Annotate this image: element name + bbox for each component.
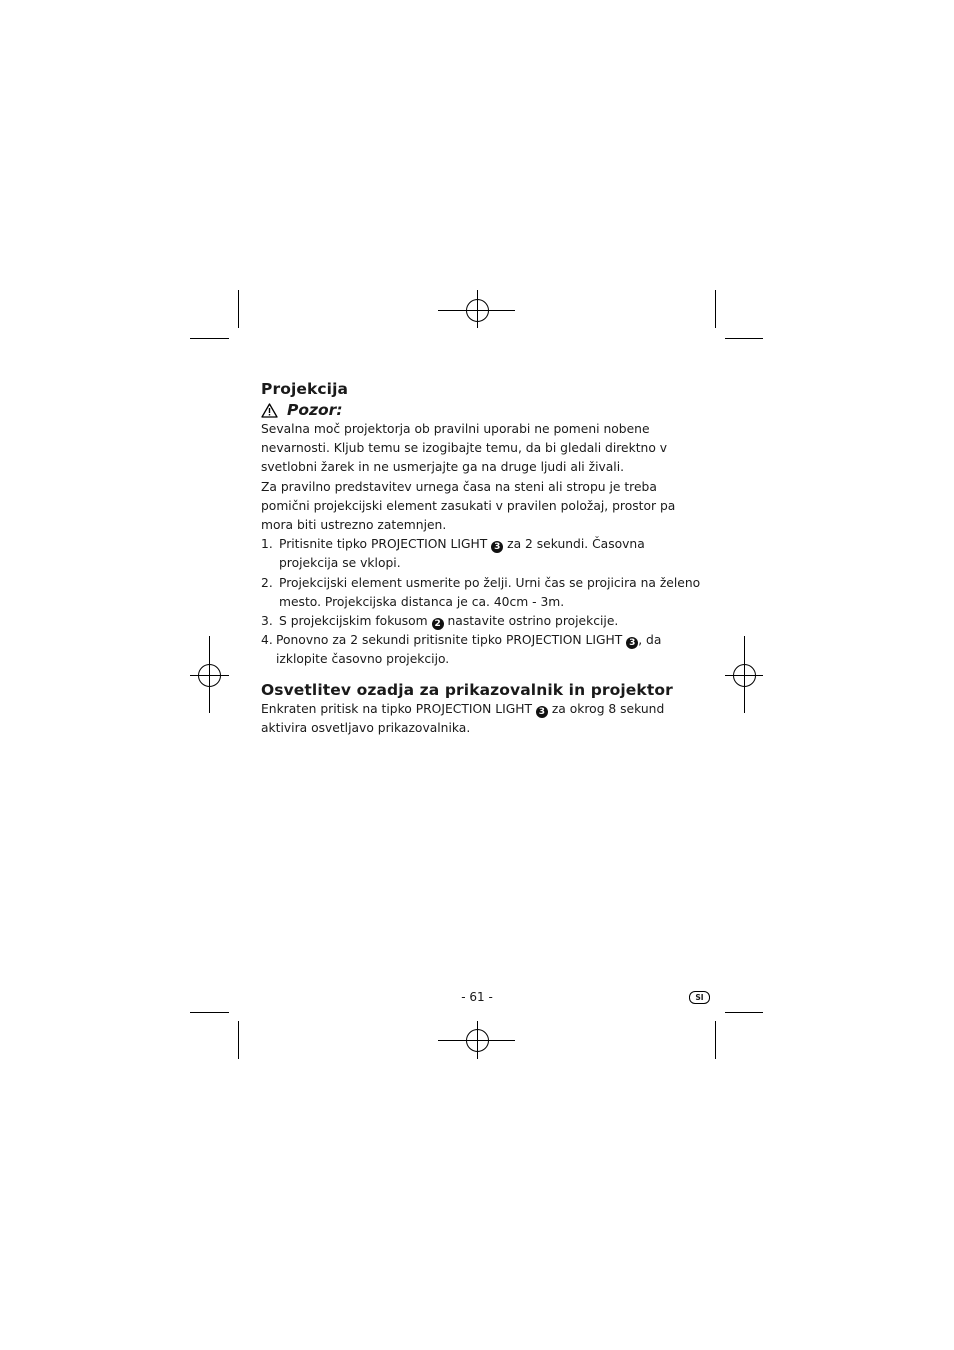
section-heading-projekcija: Projekcija xyxy=(261,380,349,398)
section-heading-osvetlitev: Osvetlitev ozadja za prikazovalnik in projektor xyxy=(261,680,673,699)
reference-number-icon: 3 xyxy=(626,637,638,649)
list-item: 4. Ponovno za 2 sekundi pritisnite tipko PROJECTION LIGHT 3 , da izklopite časovno projekcijo. xyxy=(261,633,662,667)
warning-label: Pozor: xyxy=(287,401,343,419)
reference-number-icon: 3 xyxy=(536,706,548,718)
warning-paragraph: Sevalna moč projektorja ob pravilni uporabi ne pomeni nobene nevarnosti. Kljub temu se izogibajte temu, da bi gledali direktno v svetlobni žarek in ne usmerjajte ga na druge ljudi ali živali. xyxy=(261,422,668,475)
instruction-paragraph: Za pravilno predstavitev urnega časa na steni ali stropu je treba pomični projekcijski element zasukati v pravilen položaj, prostor pa mora biti ustrezno zatemnjen. xyxy=(261,479,676,533)
backlight-paragraph: Enkraten pritisk na tipko PROJECTION LIGHT 3 za okrog 8 sekund aktivira osvetljavo prikazovalnika. xyxy=(261,701,665,735)
reference-number-icon: 2 xyxy=(432,618,444,630)
page-number: - 61 - xyxy=(461,990,493,1004)
reference-number-icon: 3 xyxy=(491,541,503,553)
list-item: 1. Pritisnite tipko PROJECTION LIGHT 3 za 2 sekundi. Časovna projekcija se vklopi. xyxy=(261,537,645,571)
warning-icon xyxy=(261,403,278,418)
list-item: 3. S projekcijskim fokusom 2 nastavite ostrino projekcije. xyxy=(261,614,619,630)
page-content xyxy=(261,379,701,738)
language-badge: SI xyxy=(689,991,710,1004)
warning-block xyxy=(261,400,701,420)
list-item: 2. Projekcijski element usmerite po želji. Urni čas se projicira na želeno mesto. Projekcijska distanca je ca. 40cm - 3m. xyxy=(261,575,701,609)
